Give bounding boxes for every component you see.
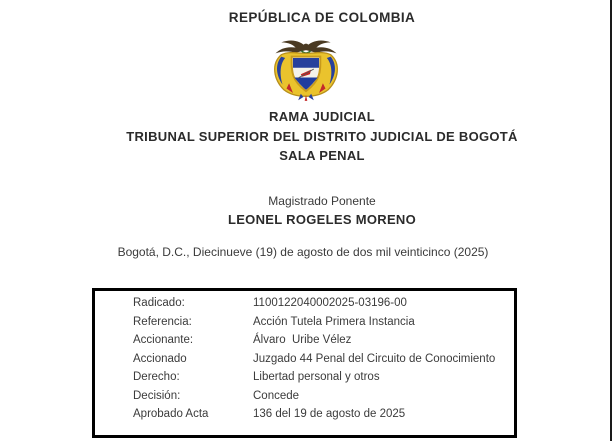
institution-line-rama-judicial: RAMA JUDICIAL bbox=[269, 109, 375, 124]
institution-heading bbox=[32, 107, 612, 166]
magistrate-name: LEONEL ROGELES MORENO bbox=[227, 212, 417, 227]
institution-line-tribunal: TRIBUNAL SUPERIOR DEL DISTRITO JUDICIAL DE BOGOTÁ bbox=[126, 128, 518, 144]
row-value: 1100122040002025-03196-00 bbox=[253, 297, 407, 309]
table-row-accionante bbox=[95, 331, 514, 350]
row-value: Juzgado 44 Penal del Circuito de Conocimiento bbox=[253, 352, 496, 365]
row-label: Accionante: bbox=[133, 334, 194, 346]
row-value: Libertad personal y otros bbox=[253, 371, 380, 383]
row-label: Decisión: bbox=[133, 389, 181, 402]
row-value: 136 del 19 de agosto de 2025 bbox=[253, 408, 406, 420]
colombia-coat-of-arms-icon bbox=[267, 36, 345, 102]
row-value: Álvaro Uribe Vélez bbox=[253, 334, 352, 346]
institution-line-sala-penal: SALA PENAL bbox=[279, 148, 365, 163]
table-row-derecho bbox=[95, 368, 514, 387]
table-row-decision bbox=[95, 387, 514, 406]
row-label: Radicado: bbox=[133, 297, 185, 309]
table-row-referencia bbox=[95, 313, 514, 332]
table-row-radicado bbox=[95, 294, 514, 313]
row-label: Accionado bbox=[133, 352, 187, 365]
row-label: Aprobado Acta bbox=[133, 408, 209, 420]
row-value: Concede bbox=[253, 389, 300, 402]
table-row-accionado bbox=[95, 350, 514, 369]
row-label: Referencia: bbox=[133, 315, 192, 328]
row-label: Derecho: bbox=[133, 371, 180, 383]
case-summary-table bbox=[92, 288, 517, 438]
city-date-line: Bogotá, D.C., Diecinueve (19) de agosto de dos mil veinticinco (2025) bbox=[117, 245, 489, 259]
magistrate-role-label: Magistrado Ponente bbox=[268, 194, 376, 208]
row-value: Acción Tutela Primera Instancia bbox=[253, 315, 415, 328]
country-title: REPÚBLICA DE COLOMBIA bbox=[228, 10, 416, 25]
table-row-aprobado-acta bbox=[95, 405, 514, 424]
